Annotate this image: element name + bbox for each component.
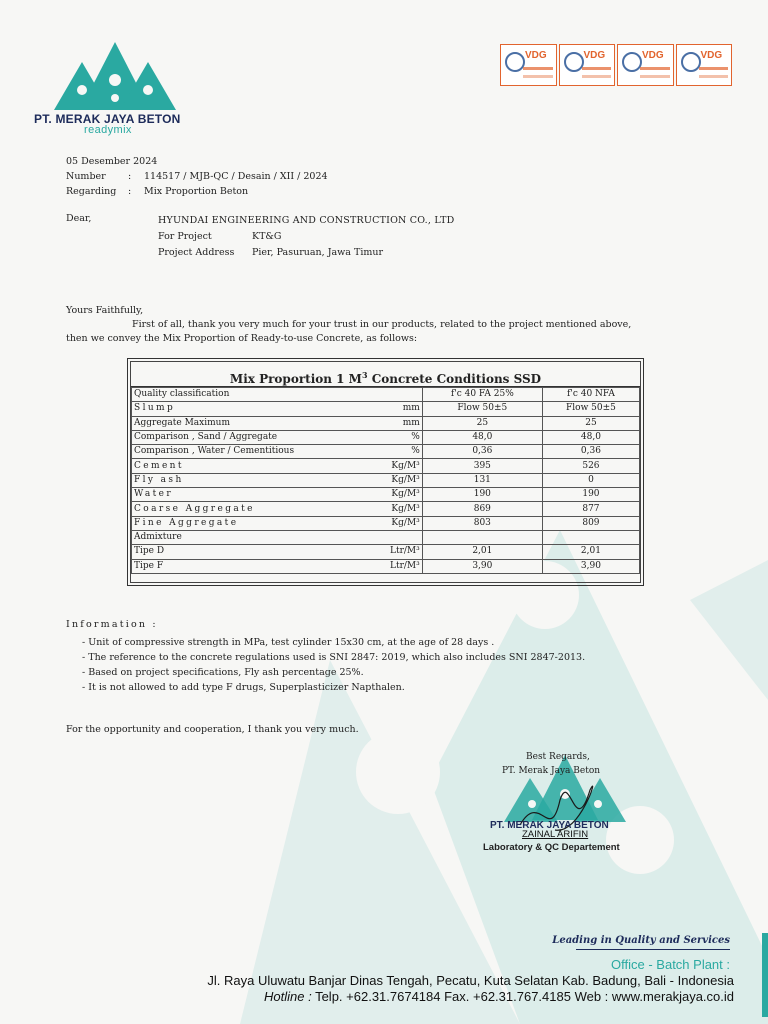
mix-value-fa25: 190	[422, 488, 542, 502]
seal-icon	[622, 52, 642, 72]
footer-rule	[576, 949, 730, 950]
info-item: - Based on project specifications, Fly ash percentage 25%.	[82, 667, 364, 678]
mix-table-row	[132, 459, 640, 473]
mix-value-nfa: 877	[542, 502, 639, 516]
mix-row-unit: Kg/M³	[388, 459, 422, 473]
mix-value-fa25: 48,0	[422, 430, 542, 444]
mix-value-fa25: 25	[422, 416, 542, 430]
mix-title-main: Mix Proportion 1 M	[229, 372, 362, 386]
mix-row-unit: mm	[388, 402, 422, 416]
company-name: PT. MERAK JAYA BETON	[34, 112, 181, 126]
mix-table-row	[132, 502, 640, 516]
mix-row-unit: %	[388, 445, 422, 459]
mix-row-unit: Kg/M³	[388, 488, 422, 502]
regarding-label: Regarding	[66, 186, 117, 197]
signature-company: PT. Merak Jaya Beton	[502, 766, 601, 776]
mix-row-label: Cement	[132, 459, 389, 473]
mix-row-label: Slump	[132, 402, 389, 416]
address-label: Project Address	[158, 247, 235, 258]
mix-row-unit	[388, 388, 422, 402]
mix-value-fa25: 869	[422, 502, 542, 516]
greeting: Yours Faithfully,	[66, 305, 144, 316]
number-label: Number	[66, 171, 106, 182]
certification-badge	[676, 44, 733, 86]
certification-badges	[500, 44, 732, 86]
mix-value-nfa: 48,0	[542, 430, 639, 444]
project-value: KT&G	[252, 231, 282, 242]
mix-row-label: Water	[132, 488, 389, 502]
intro-line-2: then we convey the Mix Proportion of Ready-to-use Concrete, as follows:	[66, 333, 418, 344]
mix-table-row	[132, 416, 640, 430]
footer-accent-bar	[762, 933, 768, 1017]
mix-value-nfa: 526	[542, 459, 639, 473]
info-item: - Unit of compressive strength in MPa, test cylinder 15x30 cm, at the age of 28 days .	[82, 637, 495, 648]
mix-value-fa25: 0,36	[422, 445, 542, 459]
regarding-value: Mix Proportion Beton	[144, 186, 249, 197]
footer-address: Jl. Raya Uluwatu Banjar Dinas Tengah, Pecatu, Kuta Selatan Kab. Badung, Bali - Indonesia	[207, 973, 734, 988]
information-section	[66, 617, 585, 695]
mix-value-nfa: 25	[542, 416, 639, 430]
mix-value-nfa: 2,01	[542, 545, 639, 559]
mix-row-label: Quality classification	[132, 388, 389, 402]
mix-title	[131, 362, 640, 387]
letter-date: 05 Desember 2024	[66, 156, 158, 167]
mix-value-fa25: 2,01	[422, 545, 542, 559]
regards: Best Regards,	[526, 752, 590, 762]
mix-value-nfa: Flow 50±5	[542, 402, 639, 416]
mix-row-unit: Ltr/M³	[388, 559, 422, 573]
mix-value-fa25: Flow 50±5	[422, 402, 542, 416]
mix-value-fa25	[422, 530, 542, 544]
mix-table-row	[132, 488, 640, 502]
company-sub: readymix	[84, 124, 132, 136]
mix-value-fa25: 395	[422, 459, 542, 473]
certification-badge	[559, 44, 616, 86]
certification-badge	[617, 44, 674, 86]
mix-value-fa25: f'c 40 FA 25%	[422, 388, 542, 402]
mix-title-sup: 3	[361, 370, 368, 380]
letter-meta	[66, 154, 328, 199]
mix-table-row	[132, 530, 640, 544]
mix-row-unit: Ltr/M³	[388, 545, 422, 559]
cert-brand: VDG	[700, 50, 723, 61]
mix-row-label: Comparison , Sand / Aggregate	[132, 430, 389, 444]
recipient-name: HYUNDAI ENGINEERING AND CONSTRUCTION CO., LTD	[158, 215, 455, 226]
info-item: - It is not allowed to add type F drugs, Superplasticizer Napthalen.	[82, 682, 405, 693]
mix-value-fa25: 131	[422, 473, 542, 487]
info-item: - The reference to the concrete regulations used is SNI 2847: 2019, which also includes SNI 2847-2013.	[82, 652, 586, 663]
mix-row-label: Tipe F	[132, 559, 389, 573]
hotline-value: Telp. +62.31.7674184 Fax. +62.31.767.4185 Web : www.merakjaya.co.id	[311, 989, 734, 1004]
signatory-name: ZAINAL ARIFIN	[522, 829, 589, 840]
mix-table-row	[132, 388, 640, 402]
footer-office: Office - Batch Plant :	[611, 957, 730, 972]
certification-badge	[500, 44, 557, 86]
mix-row-unit	[388, 530, 422, 544]
information-title: Information :	[66, 619, 158, 630]
mix-row-label: Coarse Aggregate	[132, 502, 389, 516]
cert-brand: VDG	[642, 50, 664, 61]
cert-brand: VDG	[525, 50, 547, 61]
mix-table-row	[132, 545, 640, 559]
mix-table-row	[132, 559, 640, 573]
mix-table-row	[132, 516, 640, 530]
mix-value-fa25: 803	[422, 516, 542, 530]
footer-hotline	[264, 989, 734, 1004]
mix-value-nfa: 190	[542, 488, 639, 502]
mix-value-fa25: 3,90	[422, 559, 542, 573]
mix-value-nfa	[542, 530, 639, 544]
seal-icon	[681, 52, 701, 72]
mix-value-nfa: 0,36	[542, 445, 639, 459]
mix-title-rest: Concrete Conditions SSD	[367, 372, 542, 386]
seal-icon	[505, 52, 525, 72]
svg-text:PT. MERAK JAYA BETON: PT. MERAK JAYA BETON	[490, 820, 609, 831]
mix-value-nfa: 809	[542, 516, 639, 530]
mix-value-nfa: f'c 40 NFA	[542, 388, 639, 402]
mix-value-nfa: 3,90	[542, 559, 639, 573]
colon: :	[128, 171, 132, 182]
address-value: Pier, Pasuruan, Jawa Timur	[252, 247, 384, 258]
salutation: Dear,	[66, 213, 92, 224]
mix-table-row	[132, 430, 640, 444]
cert-brand: VDG	[583, 50, 606, 61]
mix-row-unit: Kg/M³	[388, 502, 422, 516]
number-value: 114517 / MJB-QC / Desain / XII / 2024	[144, 171, 328, 182]
recipient-block	[158, 213, 454, 261]
signatory-department: Laboratory & QC Departement	[483, 842, 620, 853]
mix-row-label: Fine Aggregate	[132, 516, 389, 530]
mix-row-label: Comparison , Water / Cementitious	[132, 445, 389, 459]
mix-row-label: Aggregate Maximum	[132, 416, 389, 430]
mix-table-row	[132, 445, 640, 459]
closing-text: For the opportunity and cooperation, I thank you very much.	[66, 724, 359, 735]
mix-row-label: Tipe D	[132, 545, 389, 559]
intro-line-1: First of all, thank you very much for your trust in our products, related to the project mentioned above,	[132, 319, 632, 330]
project-label: For Project	[158, 231, 212, 242]
mix-row-unit: mm	[388, 416, 422, 430]
mix-table-row	[132, 473, 640, 487]
mix-value-nfa: 0	[542, 473, 639, 487]
mix-table-row	[132, 402, 640, 416]
colon: :	[128, 186, 132, 197]
mix-row-label: Fly ash	[132, 473, 389, 487]
mix-row-unit: %	[388, 430, 422, 444]
mix-row-unit: Kg/M³	[388, 473, 422, 487]
seal-icon	[564, 52, 584, 72]
intro-text	[66, 304, 646, 346]
mix-row-unit: Kg/M³	[388, 516, 422, 530]
mix-proportion-box	[127, 358, 644, 586]
mix-row-label: Admixture	[132, 530, 389, 544]
mix-table	[131, 387, 640, 574]
footer-slogan: Leading in Quality and Services	[552, 935, 730, 946]
hotline-label: Hotline :	[264, 989, 312, 1004]
